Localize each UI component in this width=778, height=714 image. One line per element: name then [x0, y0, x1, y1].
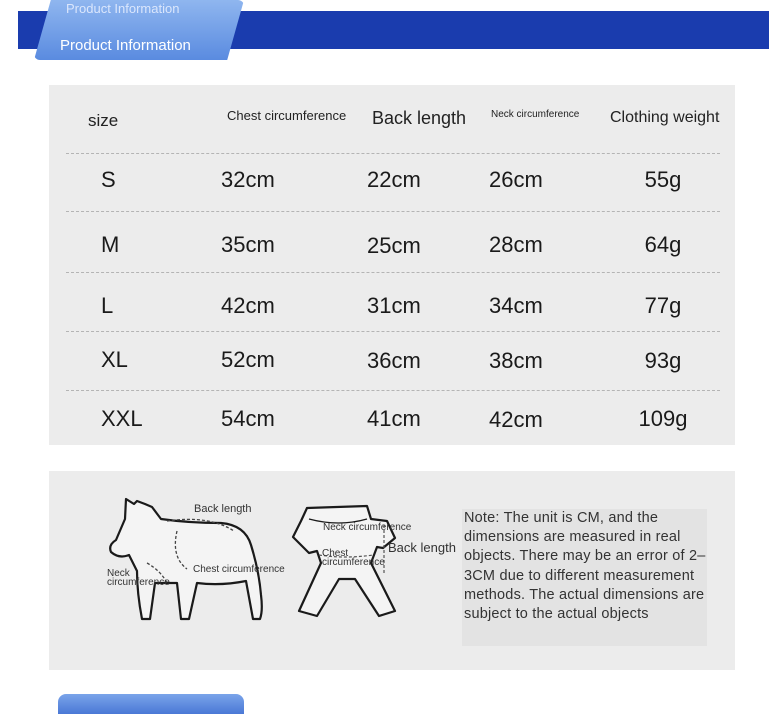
cell-neck: 42cm — [489, 407, 543, 432]
cell-neck: 26cm — [489, 167, 543, 192]
row-divider — [66, 211, 720, 212]
next-section-tab — [58, 694, 244, 714]
banner-title: Product Information — [60, 37, 191, 54]
cell-neck: 38cm — [489, 348, 543, 373]
cell-neck: 34cm — [489, 293, 543, 318]
cell-chest: 32cm — [221, 167, 275, 192]
cell-chest: 42cm — [221, 293, 275, 318]
dog-neck-label: Neck circumference — [107, 568, 170, 588]
cell-back: 25cm — [367, 233, 421, 258]
header-weight: Clothing weight — [610, 109, 720, 126]
cell-weight: 93g — [644, 348, 682, 373]
cell-weight: 55g — [644, 167, 682, 192]
row-divider — [66, 153, 720, 154]
row-divider — [66, 390, 720, 391]
note-box — [462, 509, 707, 646]
cell-chest: 52cm — [221, 347, 275, 372]
row-divider — [66, 272, 720, 273]
header-back: Back length — [372, 108, 467, 128]
header-neck: Neck circumference — [491, 109, 580, 120]
garment-neck-label: Neck circumference — [323, 522, 412, 533]
cell-size: XXL — [101, 406, 143, 431]
cell-weight: 64g — [644, 232, 682, 257]
cell-size: XL — [101, 347, 128, 372]
cell-back: 41cm — [367, 406, 421, 431]
header-size: size — [88, 111, 119, 130]
cell-neck: 28cm — [489, 232, 543, 257]
cell-chest: 35cm — [221, 232, 275, 257]
cell-weight: 77g — [644, 293, 682, 318]
garment-back-label: Back length — [388, 540, 456, 555]
banner-ghost-title: Product Information — [66, 1, 180, 16]
cell-size: S — [101, 167, 116, 192]
row-divider — [66, 331, 720, 332]
cell-back: 22cm — [367, 167, 421, 192]
dog-outline-icon — [110, 499, 262, 619]
garment-chest-label: Chest circumference — [322, 548, 385, 568]
cell-back: 36cm — [367, 348, 421, 373]
header-chest: Chest circumference — [227, 108, 347, 123]
size-table — [49, 85, 735, 445]
cell-size: L — [101, 293, 114, 318]
cell-chest: 54cm — [221, 406, 275, 431]
cell-weight: 109g — [638, 406, 688, 431]
cell-size: M — [101, 232, 120, 257]
cell-back: 31cm — [367, 293, 421, 318]
dog-back-label: Back length — [194, 503, 252, 515]
dog-chest-label: Chest circumference — [193, 564, 285, 575]
measurement-note: Note: The unit is CM, and the dimensions are measured in real objects. There may be an error of 2–3CM due to different measurement methods. The actual dimensions are subject to the actual objects — [464, 510, 706, 623]
measurement-diagram — [49, 471, 735, 670]
